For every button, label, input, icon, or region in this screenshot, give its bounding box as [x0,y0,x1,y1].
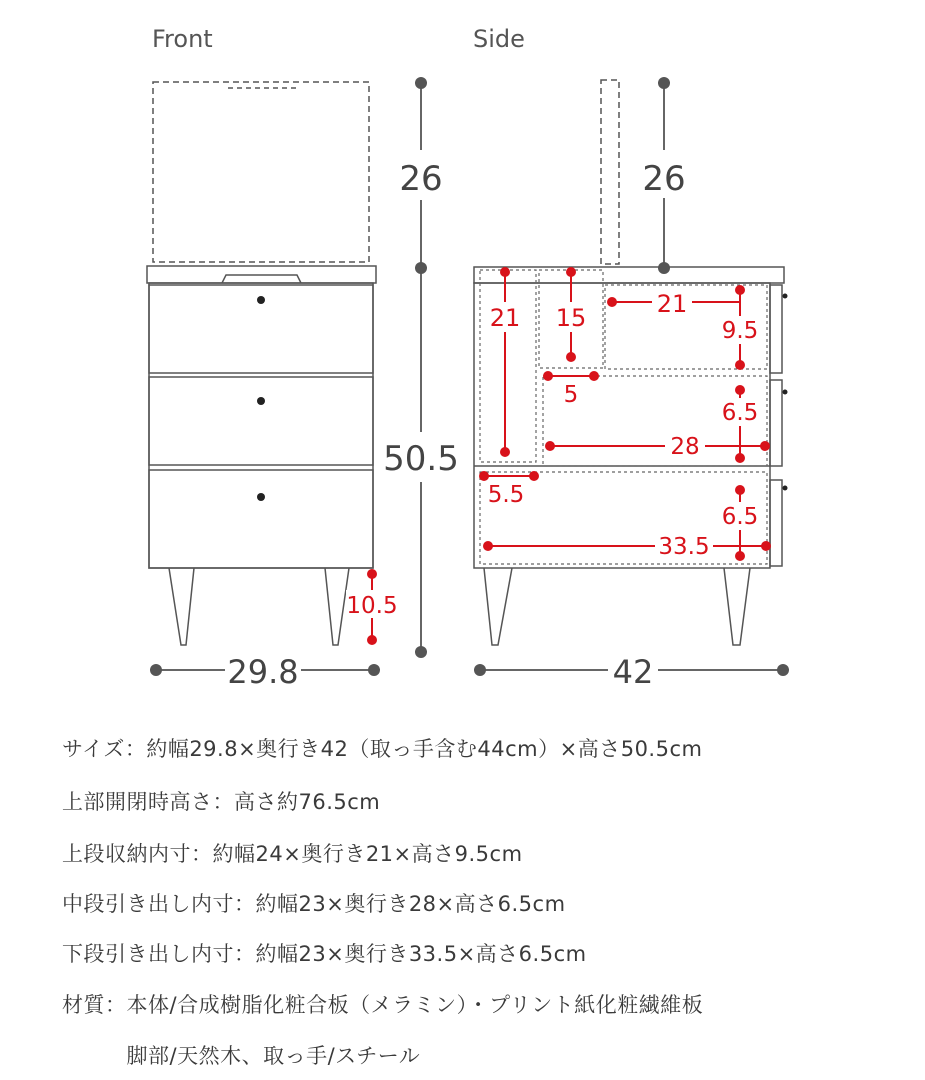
leg-height-dot-top [367,569,377,579]
side-inner-compartment-left [480,270,536,462]
front-drawer-bottom [149,470,373,568]
top-inner-height-label: 9.5 [721,318,759,344]
top-inner-depth-label: 21 [656,290,688,318]
leg-height-dot-bottom [367,635,377,645]
front-drawer-middle [149,377,373,465]
front-dim-dot-bottom [415,646,427,658]
side-open-lid-outline [601,80,619,264]
side-drawer-front-top [770,285,782,373]
front-knob-bottom [257,493,265,501]
front-leg-right [325,568,349,645]
step-width-label: 5 [563,382,579,408]
side-depth-label: 42 [612,653,654,691]
bottom-inner-depth-label: 33.5 [658,534,710,560]
side-leg-right [724,568,750,645]
front-width-label: 29.8 [227,653,299,691]
front-top-handle [222,275,301,283]
spec-open-height: 上部開閉時高さ：高さ約76.5cm [62,790,381,814]
total-height-label: 50.5 [383,439,459,479]
side-depth-dot-left [474,664,486,676]
spec-material-legs: 脚部/天然木、取っ手/スチール [62,1044,421,1068]
spec-bottom-drawer: 下段引き出し内寸：約幅23×奥行き33.5×高さ6.5cm [62,942,587,966]
side-view-label: Side [473,25,525,53]
top-left-inner-height-label: 21 [489,304,521,332]
spec-material-body: 材質：本体/合成樹脂化粧合板（メラミン）・プリント紙化粧繊維板 [62,993,704,1017]
top-mid-inner-height-label: 15 [555,304,587,332]
front-open-lid-outline [153,82,369,262]
front-knob-top [257,296,265,304]
side-handle-top [783,294,788,299]
front-leg-left [169,568,194,645]
front-body [149,283,373,568]
side-top-board [474,267,784,283]
front-width-dot-left [150,664,162,676]
front-view-label: Front [152,25,213,53]
side-handle-middle [783,390,788,395]
bottom-step-width-label: 5.5 [487,482,525,508]
spec-top-storage: 上段収納内寸：約幅24×奥行き21×高さ9.5cm [62,842,523,866]
middle-inner-height-label: 6.5 [721,400,759,426]
side-open-height-label: 26 [642,159,686,199]
side-drawer-front-middle [770,380,782,466]
front-view [147,82,376,645]
front-open-height-label: 26 [399,159,443,199]
front-dim-dot-top [415,77,427,89]
side-depth-dot-right [777,664,789,676]
side-dim-dot-bottom [658,262,670,274]
middle-inner-depth-label: 28 [670,434,700,460]
spec-size: サイズ：約幅29.8×奥行き42（取っ手含む44cm）×高さ50.5cm [62,737,703,761]
front-knob-middle [257,397,265,405]
side-drawer-front-bottom [770,480,782,566]
side-dim-dot-top [658,77,670,89]
leg-height-label: 10.5 [346,593,398,619]
spec-middle-drawer: 中段引き出し内寸：約幅23×奥行き28×高さ6.5cm [62,892,566,916]
side-handle-bottom [783,486,788,491]
front-width-dot-right [368,664,380,676]
front-dim-dot-mid [415,262,427,274]
bottom-inner-height-label: 6.5 [721,504,759,530]
side-leg-left [484,568,512,645]
